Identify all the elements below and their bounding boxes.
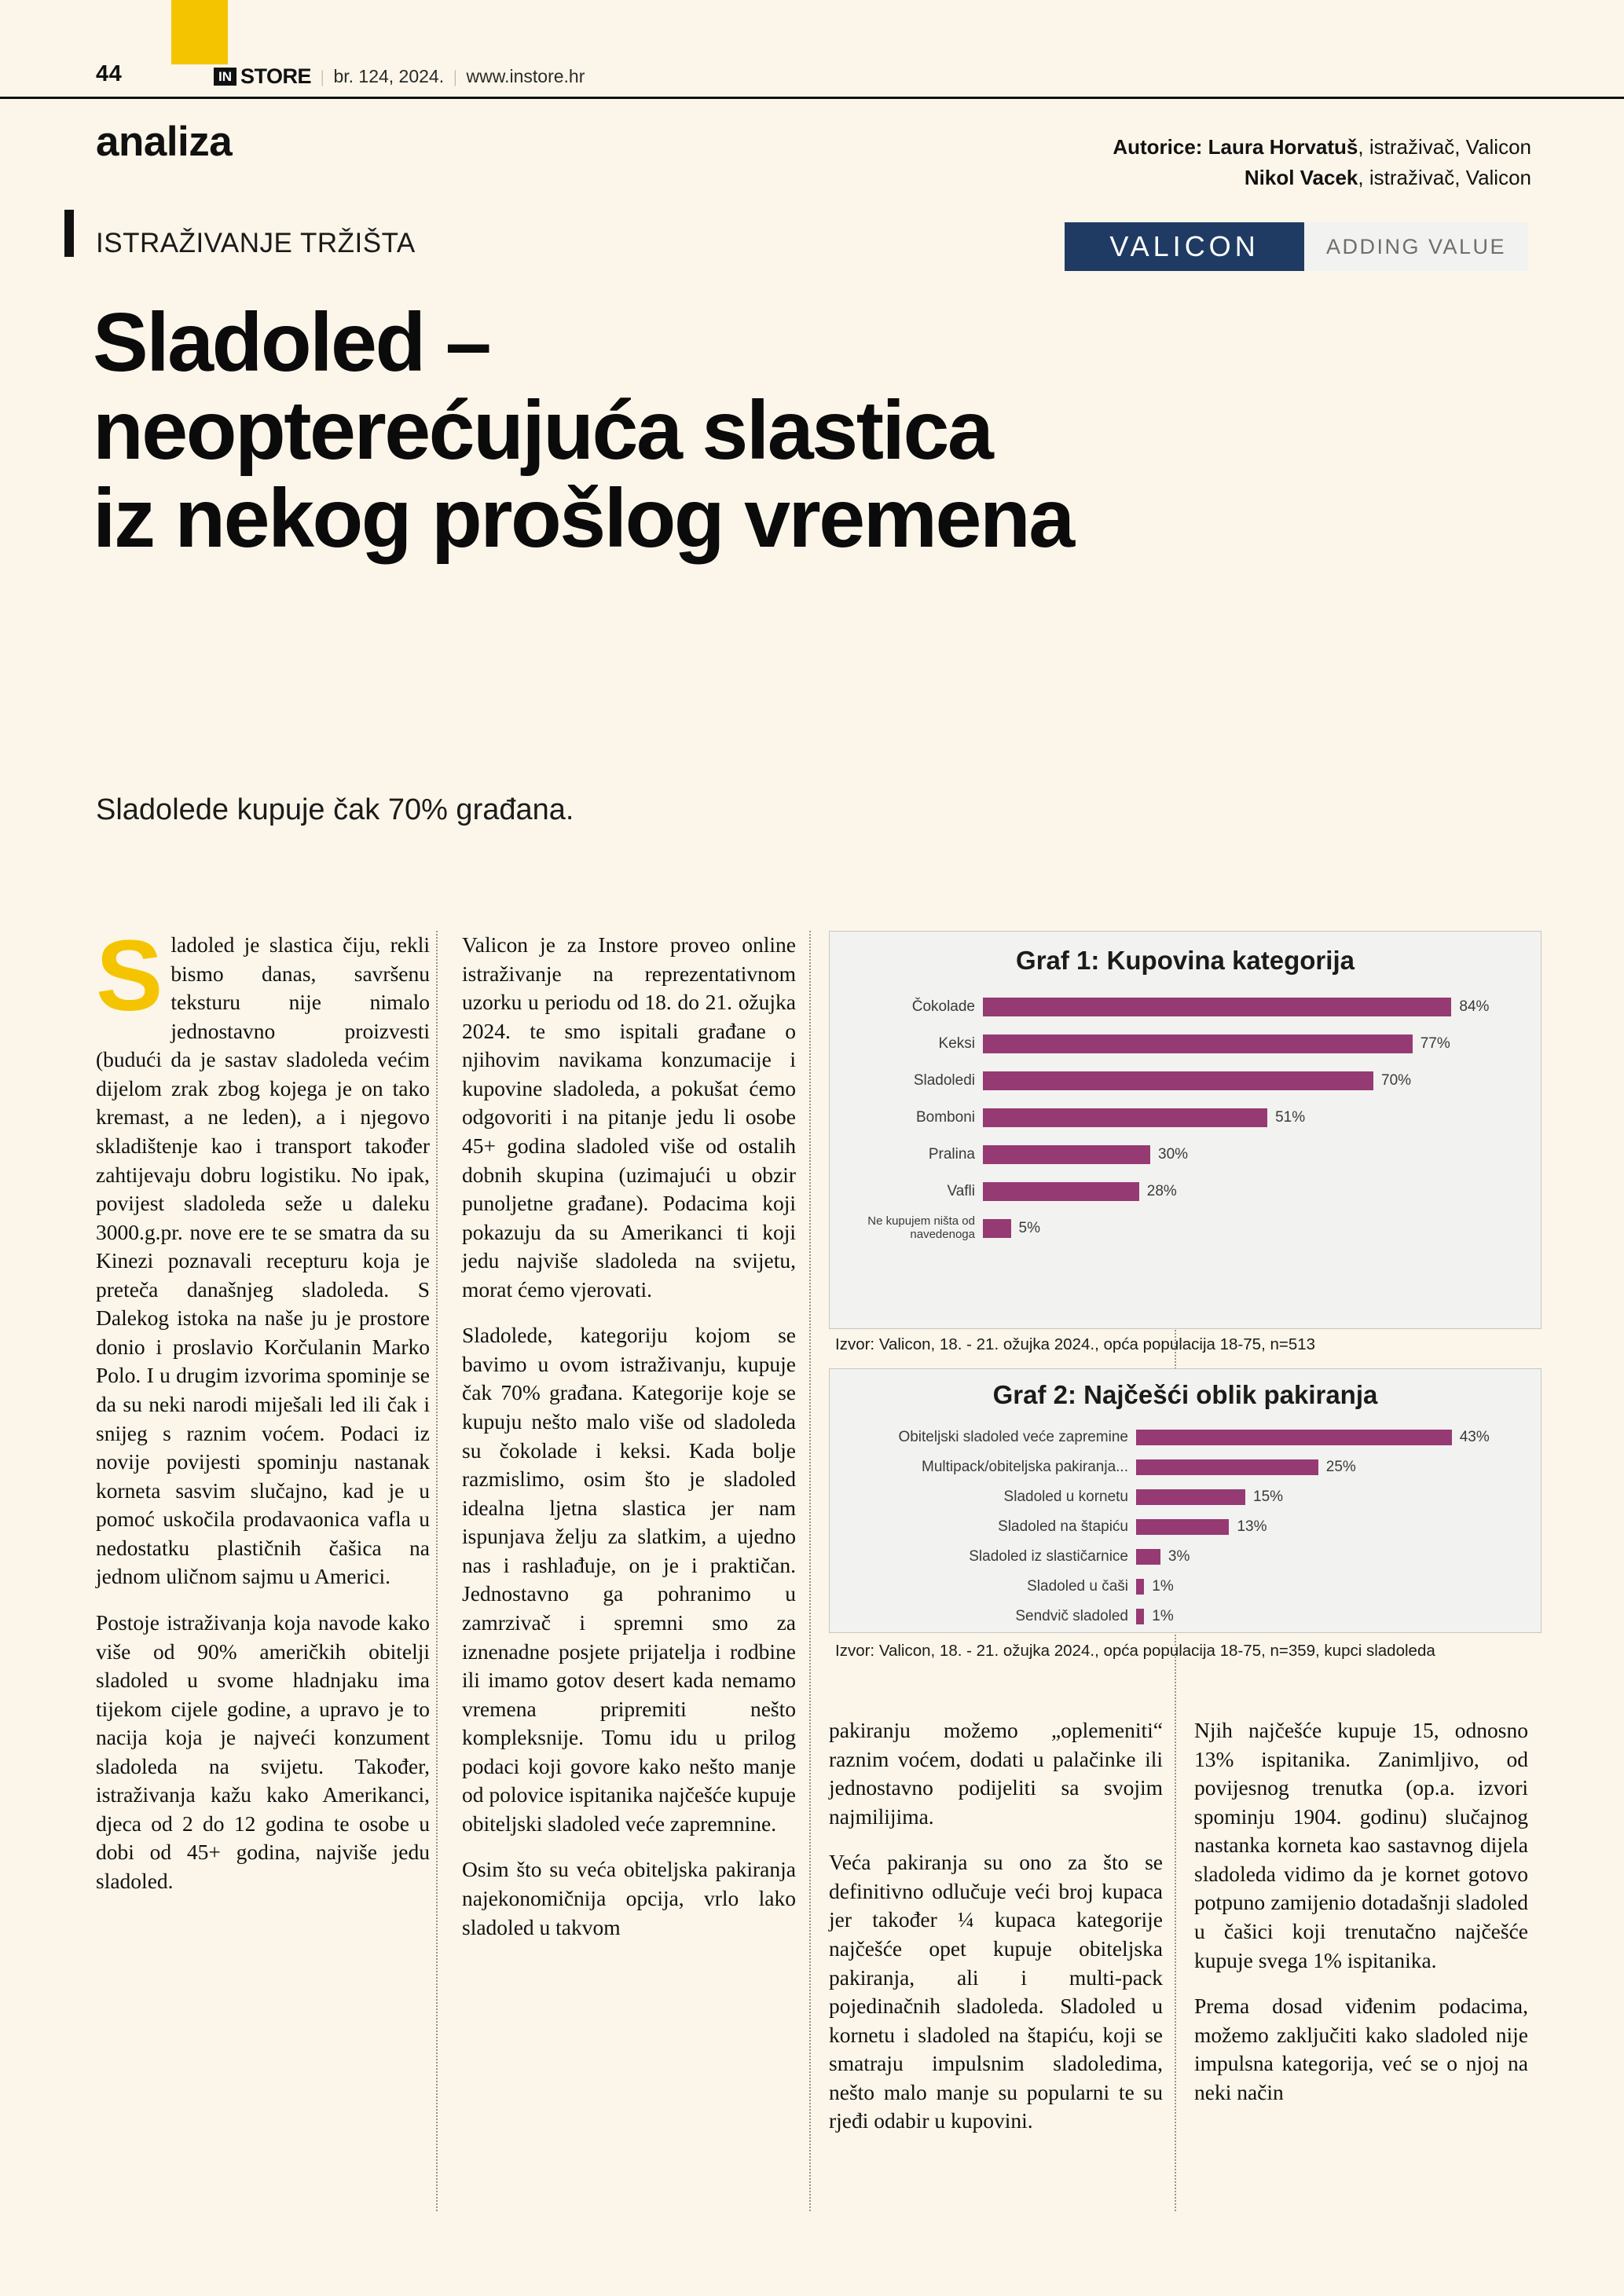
bar-fill xyxy=(1136,1519,1229,1535)
bar-value: 70% xyxy=(1381,1071,1412,1089)
chart-bar-row xyxy=(830,1542,1541,1572)
website-url: www.instore.hr xyxy=(466,66,585,86)
authors-block xyxy=(1113,132,1531,193)
valicon-wordmark: VALICON xyxy=(1065,222,1304,271)
bar-value: 77% xyxy=(1420,1034,1450,1052)
bar-value: 84% xyxy=(1459,998,1490,1015)
masthead xyxy=(214,64,585,89)
bar-label: Obiteljski sladoled veće zapremine xyxy=(898,1429,1128,1445)
valicon-logo xyxy=(1065,222,1528,271)
paragraph: pakiranju možemo „oplemeniti“ raznim voćem, dodati u palačinke ili jednostavno podijeliti sa svojim najmilijima. xyxy=(829,1718,1163,1829)
bar-track xyxy=(983,1210,1541,1247)
chart-title: Graf 1: Kupovina kategorija xyxy=(1016,946,1355,975)
paragraph-text: ladoled je slastica čiju, rekli bismo danas, savršenu teksturu nije nimalo jednostavno proizvesti (budući da je sastav sladoleda većim dijelom zrak zbog kojega je on tako kremast, a ne leden), a i njegovo skladištenje kao i transport također zahtijevaju dobru logistiku. No ipak, povijest sladoleda seže u daleku 3000.g.pr. nove ere te se smatra da su Kinezi poznavali recepturu koja je preteča današnjeg sladoleda. S Dalekog istoka na naše ju je prostore donio i proslavio Korčulanin Marko Polo. I u drugim izvorima spominje se da su neki narodi miješali led ili čak i snijeg s raznim voćem. Podaci iz novije povijesti spominju nastanak korneta sasvim slučajno, kad je u pomoć uskočila prodavaonica vafla u nedostatku plastičnih čašica na jednom uličnom sajmu u Americi. xyxy=(96,932,430,1589)
header-rule xyxy=(0,97,1624,99)
bar-label: Keksi xyxy=(938,1034,975,1052)
divider: | xyxy=(321,66,324,86)
author-line-2 xyxy=(1113,163,1531,193)
bar-fill xyxy=(983,1145,1150,1164)
chart-bar-row xyxy=(830,1136,1541,1173)
bar-label: Sladoled u čaši xyxy=(1027,1578,1128,1595)
headline-line-1: Sladoled – xyxy=(93,296,490,389)
paragraph: Valicon je za Instore proveo online istraživanje na reprezentativnom uzorku u periodu od 18. do 21. ožujka 2024. te smo ispitali građane o njihovim navikama konzumacije i kupovine sladoleda, a pokušat ćemo odgovoriti i na pitanje jedu li osobe 45+ godina sladoled više od ostalih dobnih skupina (uzimajući u obzir punoljetne građane). Podacima koji pokazuju da su Amerikanci ti koji jedu najviše sladoleda na svijetu, morat ćemo vjerovati. xyxy=(462,932,796,1302)
bar-fill xyxy=(1136,1579,1144,1595)
bar-fill xyxy=(983,1182,1139,1201)
bar-fill xyxy=(1136,1430,1452,1445)
chart-bar-row xyxy=(830,1025,1541,1062)
logo-in: IN xyxy=(214,68,236,86)
bar-fill xyxy=(983,1034,1413,1053)
bar-label: Sendvič sladoled xyxy=(1015,1608,1128,1624)
paragraph: Veća pakiranja su ono za što se definitivno odlučuje veći broj kupaca jer također ¼ kupaca kategorije najčešće opet kupuje obiteljska pakiranja, ali i multi-pack pojedinačnih sladoleda. Sladoled u kornetu i sladoled na štapiću, koji se smatraju impulsnim sladoledima, nešto malo manje su popularni te su rjeđi odabir u kupovini. xyxy=(829,1850,1163,2133)
bar-label: Vafli xyxy=(947,1182,975,1199)
author-2-role: , istraživač, Valicon xyxy=(1358,166,1531,189)
chart-bars xyxy=(830,1423,1541,1631)
chart-bar-row xyxy=(830,1099,1541,1136)
chart-oblik-pakiranja xyxy=(829,1368,1542,1633)
section-title: analiza xyxy=(96,119,233,165)
bar-track xyxy=(1136,1542,1541,1572)
bar-fill xyxy=(1136,1609,1144,1624)
kicker-label: ISTRAŽIVANJE TRŽIŠTA xyxy=(96,228,416,258)
bar-track xyxy=(1136,1452,1541,1482)
chart-bar-row xyxy=(830,1572,1541,1602)
column-divider xyxy=(809,931,811,2211)
headline-line-3: iz nekog prošlog vremena xyxy=(93,472,1073,566)
bar-label: Čokolade xyxy=(911,998,975,1015)
chart-bar-row xyxy=(830,1602,1541,1631)
bar-value: 3% xyxy=(1168,1548,1190,1565)
bar-fill xyxy=(1136,1459,1318,1475)
bar-value: 28% xyxy=(1146,1182,1177,1199)
chart-kupovina-kategorija xyxy=(829,931,1542,1329)
chart-bar-row xyxy=(830,1173,1541,1210)
bar-track xyxy=(983,1173,1541,1210)
bar-track xyxy=(1136,1482,1541,1512)
author-1-role: , istraživač, Valicon xyxy=(1358,135,1531,159)
bar-value: 51% xyxy=(1275,1108,1306,1126)
paragraph xyxy=(96,920,430,1591)
chart-source: Izvor: Valicon, 18. - 21. ožujka 2024., opća populacija 18-75, n=359, kupci sladoleda xyxy=(835,1642,1435,1660)
body-column-4 xyxy=(1194,1716,1528,2124)
chart-source: Izvor: Valicon, 18. - 21. ožujka 2024., opća populacija 18-75, n=513 xyxy=(835,1335,1316,1353)
bar-value: 1% xyxy=(1152,1578,1174,1595)
divider: | xyxy=(453,66,457,86)
bar-track xyxy=(983,1025,1541,1062)
bar-track xyxy=(1136,1572,1541,1602)
logo-store: STORE xyxy=(240,64,312,88)
yellow-accent-tab xyxy=(171,0,228,64)
drop-cap: S xyxy=(96,920,163,1032)
chart-bar-row xyxy=(830,1482,1541,1512)
bar-fill xyxy=(1136,1549,1160,1565)
bar-value: 13% xyxy=(1237,1518,1267,1535)
bar-value: 1% xyxy=(1152,1608,1174,1624)
bar-fill xyxy=(983,1219,1011,1238)
paragraph: Sladolede, kategoriju kojom se bavimo u ovom istraživanju, kupuje čak 70% građana. Kategorije koje se kupuju nešto malo više od sladoleda su čokolade i keksi. Kada bolje razmislimo, osim što je sladoled idealna ljetna slastica jer nam ispunjava želju za slatkim, a ujedno nas i rashlađuje, on je i praktičan. Jednostavno ga pohranimo u zamrzivač i spremni smo za iznenadne posjete prijatelja i rodbine ili imamo gotov desert kada nemamo vremena pripremiti nešto kompleksnije. Tomu idu u prilog podaci koji govore kako nešto manje od polovice ispitanika najčešće kupuje obiteljski sladoled veće zapremnine. xyxy=(462,1323,796,1836)
page-title xyxy=(93,296,1546,566)
bar-track xyxy=(1136,1512,1541,1542)
bar-fill xyxy=(983,1108,1267,1127)
paragraph: Njih najčešće kupuje 15, odnosno 13% ispitanika. Zanimljivo, od povijesnog trenutka (op.a. izvori spominju 1904. godinu) slučajnog nastanka korneta kao sastavnog dijela sladoleda vidimo da je kornet gotovo potpuno zamijenio dotadašnji sladoled u čašici koji trenutačno najčešće kupuje svega 1% ispitanika. xyxy=(1194,1718,1528,1972)
valicon-tagline: ADDING VALUE xyxy=(1325,234,1507,258)
chart-title: Graf 2: Najčešći oblik pakiranja xyxy=(992,1380,1378,1409)
chart-bar-row xyxy=(830,1423,1541,1452)
bar-label: Pralina xyxy=(928,1145,975,1163)
chart-bar-row xyxy=(830,1062,1541,1099)
bar-label: Sladoled na štapiću xyxy=(998,1518,1128,1535)
bar-value: 30% xyxy=(1158,1145,1189,1163)
bar-label: Bomboni xyxy=(916,1108,975,1126)
section-marker xyxy=(64,210,74,257)
author-2-name: Nikol Vacek xyxy=(1244,166,1358,189)
body-column-3 xyxy=(829,1716,1163,2153)
bar-label: Sladoledi xyxy=(913,1071,975,1089)
issue-info: br. 124, 2024. xyxy=(333,66,445,86)
page-number: 44 xyxy=(96,61,123,86)
bar-track xyxy=(1136,1602,1541,1631)
bar-label: Sladoled iz slastičarnice xyxy=(969,1548,1128,1565)
paragraph: Postoje istraživanja koja navode kako više od 90% američkih obitelji sladoled u svome hladnjaku ima tijekom cijele godine, a upravo je to nacija koja je najveći konzument sladoleda na svijetu. Također, istraživanja kažu kako Amerikanci, djeca od 2 do 12 godina te osobe u dobi od 45+ godina, najviše jedu sladoled. xyxy=(96,1609,430,1893)
bar-label: Sladoled u kornetu xyxy=(1003,1489,1128,1505)
bar-label: Ne kupujem ništa od navedenoga xyxy=(867,1214,975,1241)
headline-line-2: neopterećujuća slastica xyxy=(93,384,992,478)
body-column-1 xyxy=(96,920,430,1913)
bar-fill xyxy=(983,998,1451,1016)
column-divider xyxy=(436,931,438,2211)
bar-value: 15% xyxy=(1253,1489,1284,1505)
bar-fill xyxy=(1136,1489,1245,1505)
paragraph: Prema dosad viđenim podacima, možemo zaključiti kako sladoled nije impulsna kategorija, već se o njoj na neki način xyxy=(1194,1994,1528,2104)
chart-bars xyxy=(830,988,1541,1247)
bar-track xyxy=(983,1136,1541,1173)
chart-bar-row xyxy=(830,1210,1541,1247)
standfirst: Sladolede kupuje čak 70% građana. xyxy=(96,793,574,826)
bar-value: 43% xyxy=(1459,1429,1490,1445)
body-column-2 xyxy=(462,931,796,1959)
bar-track xyxy=(1136,1423,1541,1452)
author-line-1 xyxy=(1113,132,1531,163)
bar-track xyxy=(983,1099,1541,1136)
bar-track xyxy=(983,988,1541,1025)
author-1-name: Autorice: Laura Horvatuš xyxy=(1113,135,1358,159)
chart-bar-row xyxy=(830,1512,1541,1542)
bar-fill xyxy=(983,1071,1373,1090)
chart-bar-row xyxy=(830,1452,1541,1482)
bar-label: Multipack/obiteljska pakiranja... xyxy=(922,1459,1128,1475)
chart-bar-row xyxy=(830,988,1541,1025)
paragraph: Osim što su veća obiteljska pakiranja najekonomičnija opcija, vrlo lako sladoled u takvom xyxy=(462,1857,796,1939)
bar-value: 25% xyxy=(1325,1459,1356,1475)
bar-track xyxy=(983,1062,1541,1099)
bar-value: 5% xyxy=(1018,1219,1040,1236)
